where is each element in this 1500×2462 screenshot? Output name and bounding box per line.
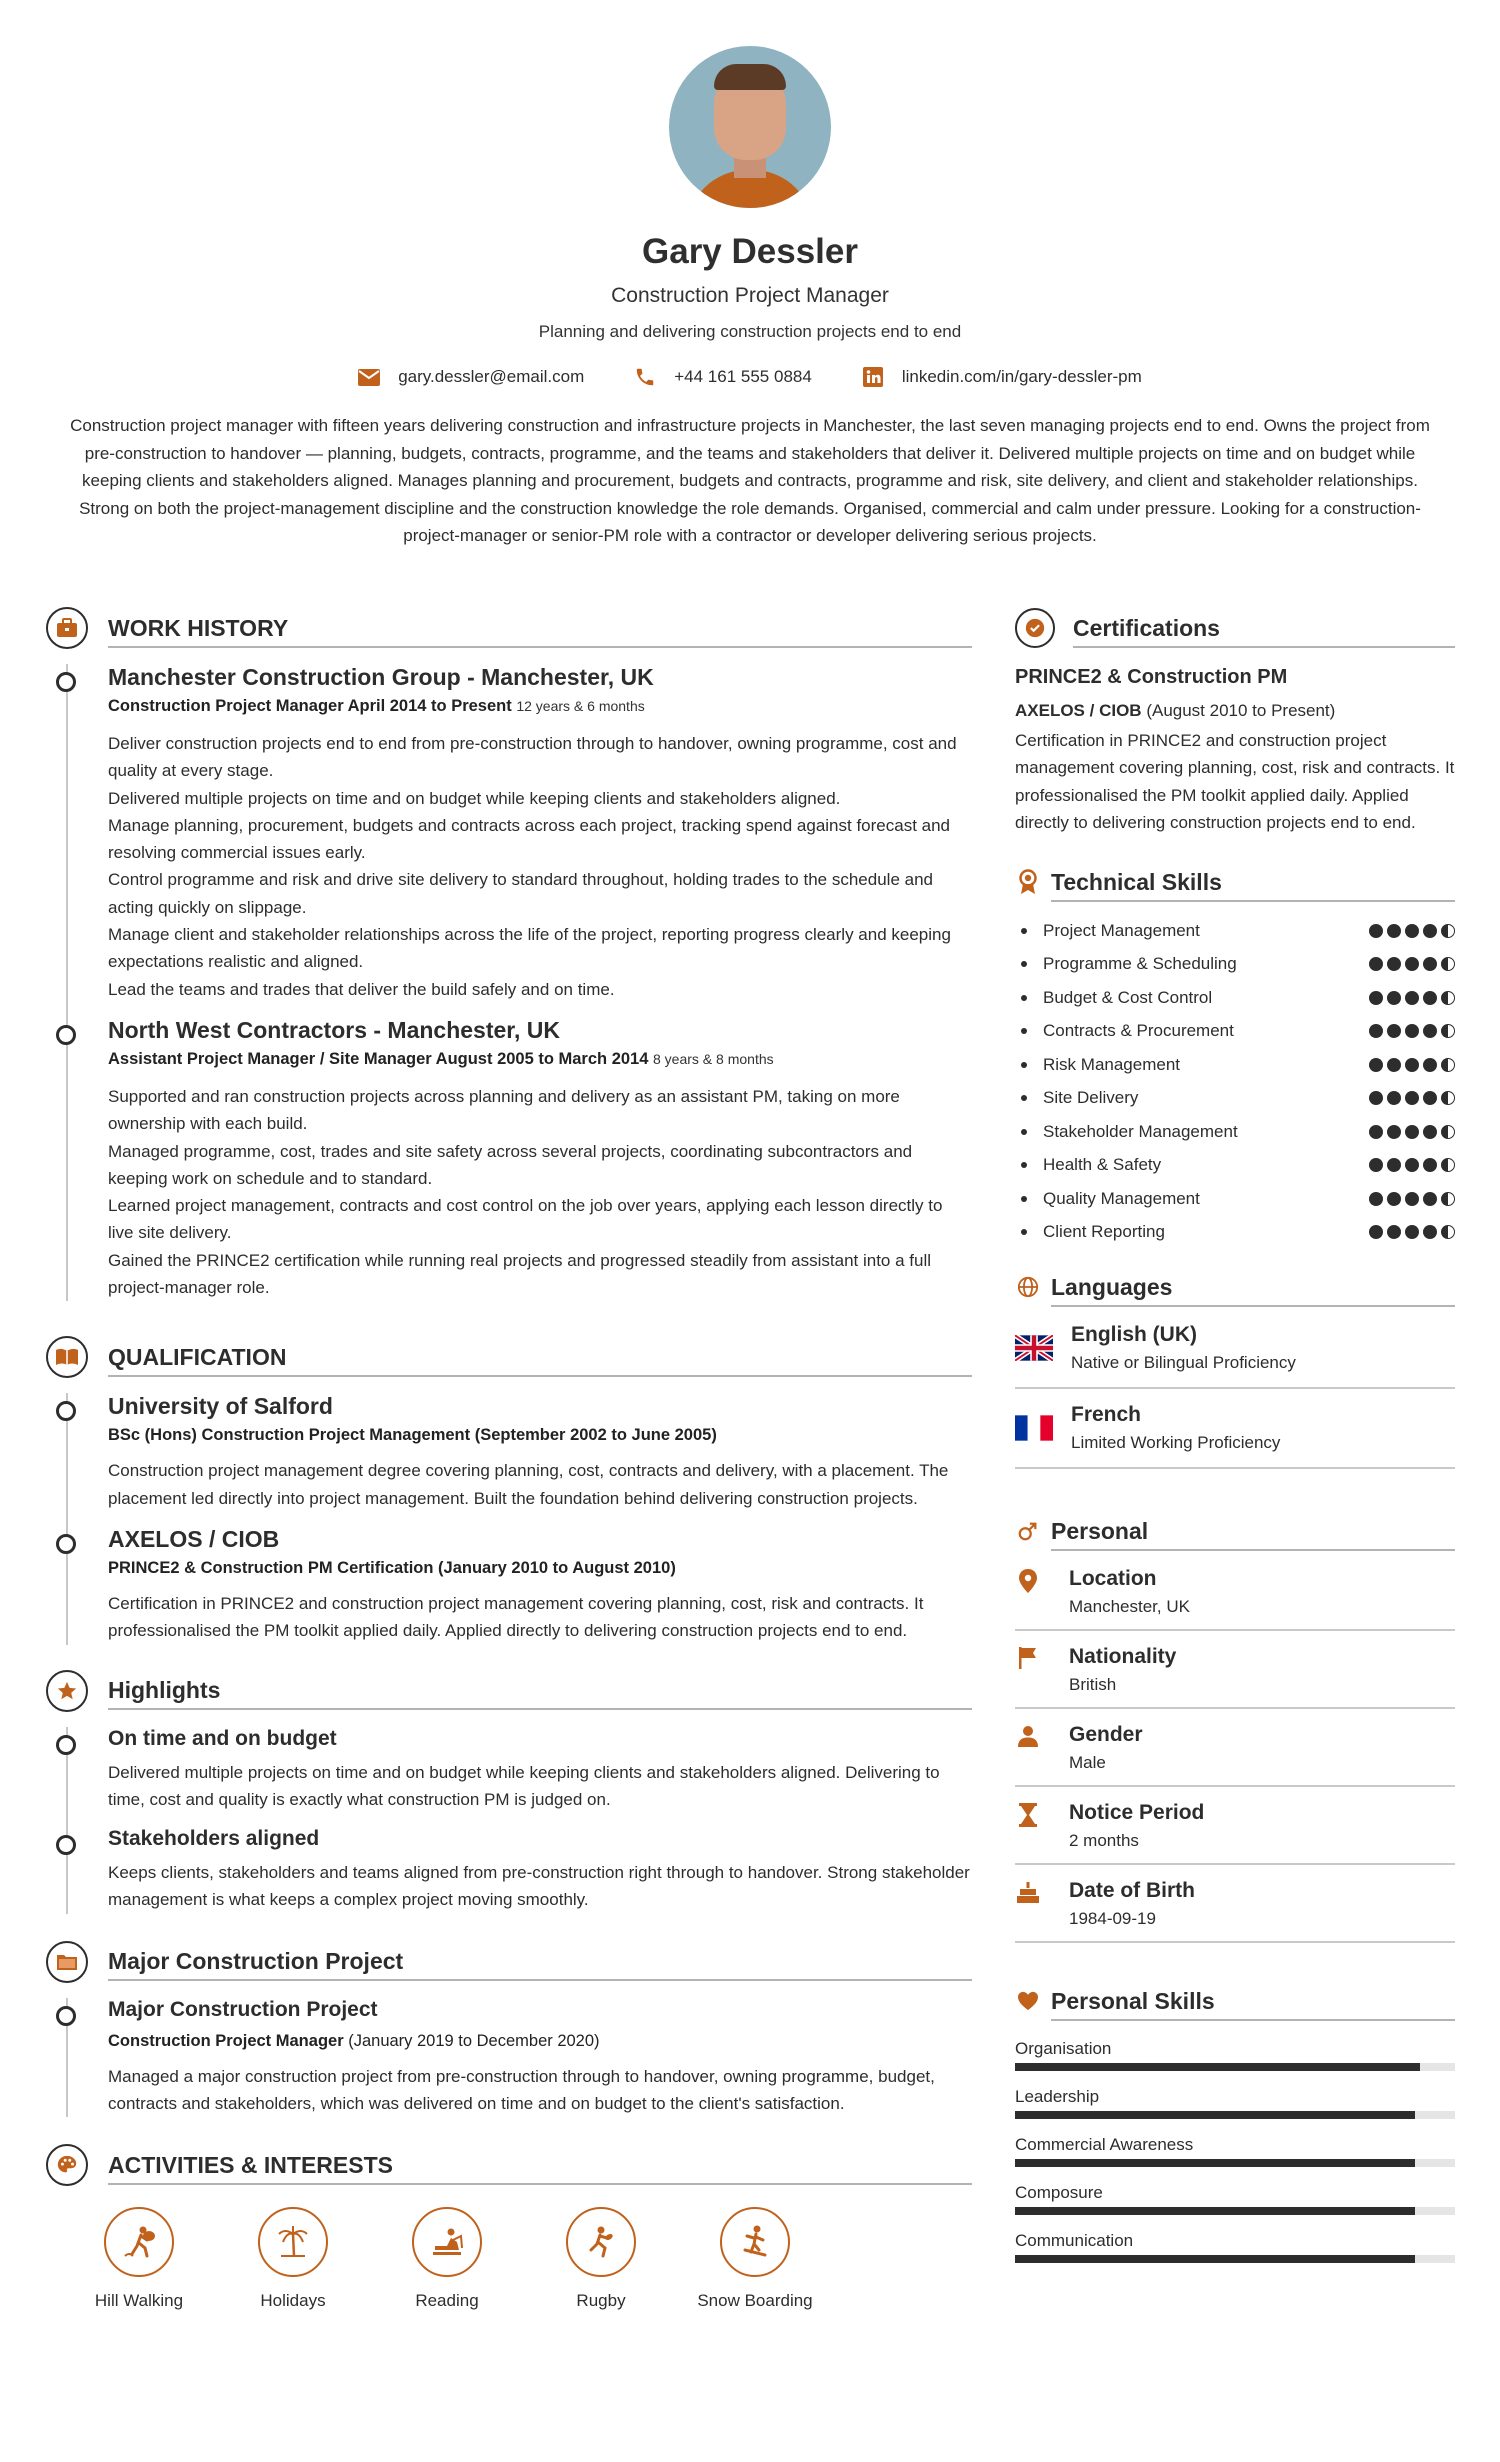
personal-label: Notice Period <box>1069 1801 1205 1825</box>
project-title: Major Construction Project <box>108 1997 378 2021</box>
rating-dot <box>1423 1058 1437 1072</box>
skill-name: Commercial Awareness <box>1015 2135 1194 2155</box>
folder-icon <box>46 1941 88 1983</box>
highlight-entry <box>108 1727 972 1814</box>
france-flag-icon <box>1015 1415 1053 1441</box>
activity-label: Hill Walking <box>94 2291 184 2311</box>
globe-icon <box>1015 1267 1041 1307</box>
institution-name: AXELOS / CIOB <box>108 1525 280 1552</box>
personal-skill-item <box>1015 2039 1455 2071</box>
skill-rating <box>1369 1158 1455 1172</box>
project-role-line <box>108 2032 972 2051</box>
personal-skills-list <box>1015 2039 1455 2263</box>
rating-dot <box>1387 1091 1401 1105</box>
certification-issuer: AXELOS / CIOB <box>1015 701 1142 720</box>
bullet: Delivered multiple projects on time and on budget while keeping clients and stakeholders aligned. <box>108 788 841 808</box>
technical-skill-item <box>1015 1015 1455 1049</box>
linkedin-icon <box>862 366 884 388</box>
phone-icon <box>634 366 656 388</box>
technical-skill-item <box>1015 1115 1455 1149</box>
project-section <box>46 1940 972 2118</box>
professional-summary: Construction project manager with fifteen years delivering construction and infrastructure projects in Manchester, the last seven managing projects end to end. Owns the project from pre-construction to handover — planning, budgets, contracts, programme, and the teams and stakeholders that deliver it. Delivered multiple projects on time and on budget while keeping clients and stakeholders aligned. Manages planning and procurement, budgets and contracts, programme and risk, site delivery, and client and stakeholder relationships. Strong on both the project-management discipline and the construction knowledge the role demands. Organised, commercial and calm under pressure. Looking for a construction-project-manager or senior-PM role with a contractor or developer delivering serious projects. <box>70 416 1430 545</box>
activity-label: Snow Boarding <box>697 2291 813 2311</box>
language-name: English (UK) <box>1071 1323 1197 1347</box>
resume-header <box>0 0 1500 550</box>
skill-name: Stakeholder Management <box>1015 1122 1238 1142</box>
certification-dates: (August 2010 to Present) <box>1146 701 1336 720</box>
rating-dot <box>1441 924 1455 938</box>
activity-label: Reading <box>415 2291 479 2311</box>
position-line <box>108 697 972 716</box>
skill-rating <box>1369 957 1455 971</box>
uk-flag-icon <box>1015 1335 1053 1361</box>
rating-dot <box>1369 1225 1383 1239</box>
rating-dot <box>1423 1158 1437 1172</box>
personal-item <box>1015 1865 1455 1943</box>
personal-skill-item <box>1015 2087 1455 2119</box>
position-title: Construction Project Manager April 2014 to Present <box>108 697 512 715</box>
skill-rating <box>1369 1192 1455 1206</box>
rating-dot <box>1387 991 1401 1005</box>
personal-skill-item <box>1015 2183 1455 2215</box>
phone-text: +44 161 555 0884 <box>674 367 812 386</box>
project-description: Managed a major construction project from pre-construction through to handover, owning programme, budget, contracts and stakeholders, which was delivered on time and on budget to the client's satisfaction. <box>108 2066 935 2114</box>
language-item <box>1015 1389 1455 1469</box>
personal-value: Male <box>1069 1753 1106 1773</box>
snowboard-icon <box>720 2207 790 2277</box>
rating-dot <box>1387 957 1401 971</box>
activity-label: Holidays <box>260 2291 326 2311</box>
technical-skill-item <box>1015 1149 1455 1183</box>
activities-section <box>46 2143 972 2311</box>
skill-bar-fill <box>1015 2063 1420 2071</box>
reading-icon <box>412 2207 482 2277</box>
rating-dot <box>1387 924 1401 938</box>
personal-item <box>1015 1631 1455 1709</box>
rating-dot <box>1441 1058 1455 1072</box>
male-symbol-icon <box>1015 1511 1041 1551</box>
section-title: WORK HISTORY <box>108 615 972 648</box>
highlight-description: Keeps clients, stakeholders and teams aligned from pre-construction right through to handover. Strong stakeholder management is what keeps a complex project moving smoothly. <box>108 1863 970 1910</box>
contact-email[interactable] <box>358 366 584 388</box>
skill-name: Site Delivery <box>1015 1088 1138 1108</box>
personal-section <box>1015 1509 1455 1943</box>
activity-item <box>216 2207 370 2311</box>
skill-name: Communication <box>1015 2231 1134 2251</box>
timeline-dot <box>56 1534 76 1554</box>
skill-bar-fill <box>1015 2111 1415 2119</box>
candidate-role: Construction Project Manager <box>611 284 889 307</box>
work-history-section <box>46 606 972 1301</box>
skill-bar <box>1015 2111 1455 2119</box>
highlight-title: Stakeholders aligned <box>108 1827 320 1851</box>
work-entry <box>108 1017 972 1301</box>
activity-item <box>62 2207 216 2311</box>
skill-rating <box>1369 924 1455 938</box>
skill-bar-fill <box>1015 2255 1415 2263</box>
skill-bar <box>1015 2255 1455 2263</box>
qualification-entry <box>108 1393 972 1512</box>
technical-skill-item <box>1015 981 1455 1015</box>
hiker-icon <box>104 2207 174 2277</box>
personal-value: Manchester, UK <box>1069 1597 1190 1617</box>
highlight-description: Delivered multiple projects on time and on budget while keeping clients and stakeholders aligned. Delivering to time, cost and quality is exactly what construction PM is judged on. <box>108 1762 940 1809</box>
skill-name: Project Management <box>1015 921 1200 941</box>
palm-tree-icon <box>258 2207 328 2277</box>
palette-icon <box>46 2144 88 2186</box>
rating-dot <box>1423 924 1437 938</box>
personal-value: 2 months <box>1069 1831 1139 1851</box>
rating-dot <box>1441 1225 1455 1239</box>
rating-dot <box>1441 1024 1455 1038</box>
work-entry <box>108 664 972 1003</box>
skill-name: Risk Management <box>1015 1055 1180 1075</box>
qualification-section <box>46 1335 972 1644</box>
rating-dot <box>1405 924 1419 938</box>
award-ribbon-icon <box>1015 862 1041 902</box>
rating-dot <box>1387 1158 1401 1172</box>
section-title: Highlights <box>108 1677 972 1710</box>
personal-skill-item <box>1015 2135 1455 2167</box>
project-dates: (January 2019 to December 2020) <box>348 2031 600 2050</box>
timeline-dot <box>56 1835 76 1855</box>
activity-item <box>524 2207 678 2311</box>
avatar <box>669 46 831 208</box>
company-name: North West Contractors - Manchester, UK <box>108 1016 560 1043</box>
language-name: French <box>1071 1403 1142 1427</box>
language-item <box>1015 1309 1455 1389</box>
qualification-description: Certification in PRINCE2 and construction project management covering planning, cost, risk and contracts. It professionalised the PM toolkit applied daily. Applied directly to delivering construction projects end to end. <box>108 1593 924 1641</box>
rating-dot <box>1369 1024 1383 1038</box>
skill-bar-fill <box>1015 2207 1415 2215</box>
activity-item <box>370 2207 524 2311</box>
technical-skill-item <box>1015 1048 1455 1082</box>
section-title: Personal Skills <box>1051 1988 1455 2021</box>
personal-value: British <box>1069 1675 1117 1695</box>
certification-name: PRINCE2 & Construction PM <box>1015 666 1288 688</box>
personal-label: Date of Birth <box>1069 1879 1195 1903</box>
duration: 8 years & 8 months <box>653 1050 774 1067</box>
personal-skill-item <box>1015 2231 1455 2263</box>
rating-dot <box>1405 991 1419 1005</box>
timeline-dot <box>56 2006 76 2026</box>
skill-bar <box>1015 2063 1455 2071</box>
bullet: Managed programme, cost, trades and site safety across several projects, coordinating subcontractors and keeping work on schedule and to standard. <box>108 1141 913 1188</box>
technical-skills-list <box>1015 914 1455 1249</box>
activities-list <box>62 2207 972 2311</box>
contact-bar <box>0 366 1500 388</box>
rating-dot <box>1423 1192 1437 1206</box>
flag-icon <box>1015 1647 1041 1673</box>
section-title: Personal <box>1051 1518 1455 1551</box>
candidate-tagline: Planning and delivering construction projects end to end <box>538 322 962 341</box>
skill-bar <box>1015 2159 1455 2167</box>
section-title: Certifications <box>1073 615 1455 648</box>
degree: PRINCE2 & Construction PM Certification (January 2010 to August 2010) <box>108 1558 676 1577</box>
rating-dot <box>1441 1091 1455 1105</box>
rating-dot <box>1423 1225 1437 1239</box>
contact-phone[interactable] <box>634 366 812 388</box>
rating-dot <box>1387 1125 1401 1139</box>
rating-dot <box>1423 957 1437 971</box>
skill-name: Leadership <box>1015 2087 1100 2107</box>
skill-name: Health & Safety <box>1015 1155 1161 1175</box>
cake-icon <box>1015 1881 1041 1907</box>
bullet: Deliver construction projects end to end from pre-construction through to handover, owning programme, cost and quality at every stage. <box>108 734 957 781</box>
highlight-title: On time and on budget <box>108 1726 337 1750</box>
email-text: gary.dessler@email.com <box>398 367 585 386</box>
skill-name: Budget & Cost Control <box>1015 988 1212 1008</box>
company-name: Manchester Construction Group - Manchester, UK <box>108 664 654 690</box>
activity-label: Rugby <box>576 2291 626 2311</box>
star-badge-icon <box>46 1670 88 1712</box>
rating-dot <box>1405 1192 1419 1206</box>
personal-value: 1984-09-19 <box>1069 1909 1156 1929</box>
section-title: QUALIFICATION <box>108 1344 972 1377</box>
rating-dot <box>1369 957 1383 971</box>
rating-dot <box>1387 1225 1401 1239</box>
technical-skill-item <box>1015 914 1455 948</box>
rating-dot <box>1405 1225 1419 1239</box>
rating-dot <box>1387 1058 1401 1072</box>
location-pin-icon <box>1015 1569 1041 1595</box>
section-title: ACTIVITIES & INTERESTS <box>108 2152 972 2185</box>
bullet-list <box>108 1083 972 1301</box>
rating-dot <box>1423 1091 1437 1105</box>
bullet: Manage client and stakeholder relationships across the life of the project, reporting progress clearly and keeping expectations realistic and aligned. <box>108 925 951 972</box>
section-title: Major Construction Project <box>108 1948 972 1981</box>
certification-description: Certification in PRINCE2 and construction project management covering planning, cost, risk and contracts. It professionalised the PM toolkit applied daily. Applied directly to delivering construction projects end to end. <box>1015 731 1455 832</box>
skill-rating <box>1369 1225 1455 1239</box>
skill-rating <box>1369 991 1455 1005</box>
language-level: Native or Bilingual Proficiency <box>1071 1353 1296 1373</box>
certificate-badge-icon <box>1015 608 1055 648</box>
qualification-description: Construction project management degree covering planning, cost, contracts and delivery, with a placement. The placement led directly into project management. Built the foundation behind delivering construction projects. <box>108 1461 949 1508</box>
language-level: Limited Working Proficiency <box>1071 1433 1281 1453</box>
hourglass-icon <box>1015 1803 1041 1829</box>
personal-label: Location <box>1069 1567 1157 1591</box>
institution-name: University of Salford <box>108 1393 333 1420</box>
qualification-entry <box>108 1526 972 1645</box>
left-column <box>46 606 972 2311</box>
rating-dot <box>1441 1125 1455 1139</box>
rating-dot <box>1369 1158 1383 1172</box>
skill-name: Programme & Scheduling <box>1015 954 1237 974</box>
duration: 12 years & 6 months <box>516 698 645 714</box>
position-title: Assistant Project Manager / Site Manager August 2005 to March 2014 <box>108 1049 649 1068</box>
rating-dot <box>1423 1125 1437 1139</box>
bullet: Control programme and risk and drive site delivery to standard throughout, holding trades to the schedule and acting quickly on slippage. <box>108 870 933 917</box>
timeline-dot <box>56 1401 76 1421</box>
project-entry <box>108 1998 972 2118</box>
skill-name: Client Reporting <box>1015 1222 1165 1242</box>
rating-dot <box>1441 1192 1455 1206</box>
rating-dot <box>1441 957 1455 971</box>
skill-rating <box>1369 1058 1455 1072</box>
rating-dot <box>1405 1024 1419 1038</box>
rating-dot <box>1423 991 1437 1005</box>
bullet: Lead the teams and trades that deliver the build safely and on time. <box>108 979 615 999</box>
rating-dot <box>1369 924 1383 938</box>
technical-skills-section <box>1015 860 1455 1249</box>
degree: BSc (Hons) Construction Project Management (September 2002 to June 2005) <box>108 1426 717 1445</box>
skill-name: Composure <box>1015 2183 1103 2203</box>
rating-dot <box>1405 1158 1419 1172</box>
skill-name: Quality Management <box>1015 1189 1200 1209</box>
personal-skills-section <box>1015 1979 1455 2263</box>
skill-name: Contracts & Procurement <box>1015 1021 1234 1041</box>
position-line <box>108 1050 972 1069</box>
contact-linkedin[interactable] <box>862 366 1142 388</box>
technical-skill-item <box>1015 1182 1455 1216</box>
book-icon <box>46 1336 88 1378</box>
rating-dot <box>1441 1158 1455 1172</box>
skill-rating <box>1369 1091 1455 1105</box>
skill-bar-fill <box>1015 2159 1415 2167</box>
bullet: Learned project management, contracts and cost control on the job over years, applying each lesson directly to live site delivery. <box>108 1196 943 1243</box>
rating-dot <box>1369 1125 1383 1139</box>
activity-item <box>678 2207 832 2311</box>
briefcase-icon <box>46 607 88 649</box>
rugby-icon <box>566 2207 636 2277</box>
languages-section <box>1015 1265 1455 1469</box>
rating-dot <box>1369 991 1383 1005</box>
technical-skill-item <box>1015 948 1455 982</box>
skill-bar <box>1015 2207 1455 2215</box>
rating-dot <box>1369 1058 1383 1072</box>
project-role: Construction Project Manager <box>108 2031 344 2050</box>
personal-item <box>1015 1553 1455 1631</box>
certification-issuer-line <box>1015 701 1455 721</box>
timeline-dot <box>56 672 76 692</box>
timeline-dot <box>56 1025 76 1045</box>
section-title: Technical Skills <box>1051 869 1455 902</box>
rating-dot <box>1369 1192 1383 1206</box>
envelope-icon <box>358 366 380 388</box>
bullet: Manage planning, procurement, budgets and contracts across each project, tracking spend against forecast and resolving commercial issues early. <box>108 815 951 863</box>
bullet: Supported and ran construction projects across planning and delivery as an assistant PM, taking on more ownership with each build. <box>108 1086 900 1134</box>
heart-icon <box>1015 1981 1041 2021</box>
timeline-dot <box>56 1735 76 1755</box>
candidate-name: Gary Dessler <box>642 232 858 271</box>
right-column <box>1015 606 1455 2263</box>
skill-rating <box>1369 1125 1455 1139</box>
personal-item <box>1015 1709 1455 1787</box>
highlights-section <box>46 1669 972 1914</box>
rating-dot <box>1405 1058 1419 1072</box>
rating-dot <box>1405 1091 1419 1105</box>
rating-dot <box>1405 957 1419 971</box>
person-icon <box>1015 1725 1041 1751</box>
bullet-list <box>108 730 972 1003</box>
rating-dot <box>1387 1192 1401 1206</box>
rating-dot <box>1405 1125 1419 1139</box>
rating-dot <box>1387 1024 1401 1038</box>
rating-dot <box>1441 991 1455 1005</box>
highlight-entry <box>108 1827 972 1914</box>
personal-item <box>1015 1787 1455 1865</box>
rating-dot <box>1423 1024 1437 1038</box>
personal-label: Nationality <box>1069 1645 1177 1669</box>
skill-name: Organisation <box>1015 2039 1112 2059</box>
certifications-section <box>1015 606 1455 836</box>
personal-label: Gender <box>1069 1723 1143 1747</box>
technical-skill-item <box>1015 1082 1455 1116</box>
rating-dot <box>1369 1091 1383 1105</box>
bullet: Gained the PRINCE2 certification while running real projects and progressed steadily from assistant into a full project-manager role. <box>108 1250 932 1298</box>
linkedin-text: linkedin.com/in/gary-dessler-pm <box>901 367 1142 386</box>
skill-rating <box>1369 1024 1455 1038</box>
section-title: Languages <box>1051 1274 1455 1307</box>
technical-skill-item <box>1015 1216 1455 1250</box>
